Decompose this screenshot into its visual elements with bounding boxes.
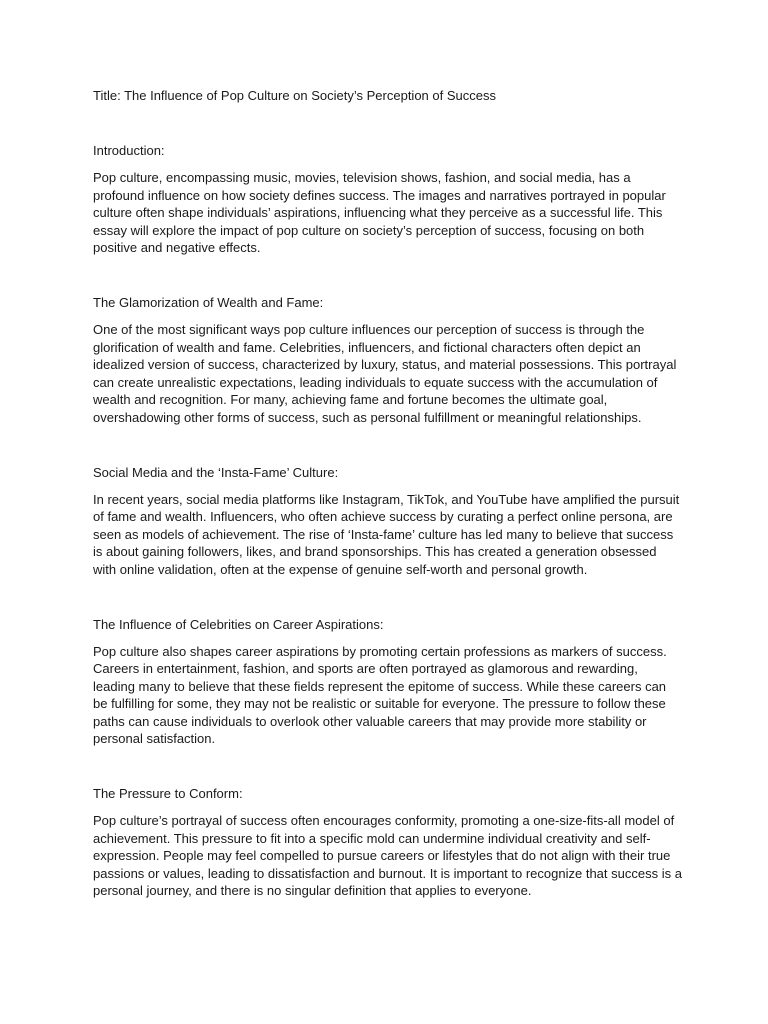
section-heading: Introduction: xyxy=(93,143,165,158)
section-paragraph: Pop culture also shapes career aspirations by promoting certain professions as markers of success. Careers in entertainment, fashion, and sports are often portrayed as glamorous and rewarding, leading many to believe that these fields represent the epitome of success. While these careers can be fulfilling for some, they may not be realistic or suitable for everyone. The pressure to follow these paths can cause individuals to overlook other valuable careers that may provide more stability or personal satisfaction. xyxy=(93,643,667,747)
document-title: Title: The Influence of Pop Culture on Society’s Perception of Success xyxy=(93,88,496,103)
section-social-media xyxy=(93,464,683,579)
document-page xyxy=(93,87,683,937)
section-glamorization xyxy=(93,294,683,427)
section-heading: The Influence of Celebrities on Career Aspirations: xyxy=(93,616,384,632)
section-introduction xyxy=(93,142,683,257)
section-paragraph: One of the most significant ways pop culture influences our perception of success is through the glorification of wealth and fame. Celebrities, influencers, and fictional characters often depict an idealized version of success, characterized by luxury, status, and material possessions. This portrayal can create unrealistic expectations, leading individuals to equate success with the accumulation of wealth and recognition. For many, achieving fame and fortune becomes the ultimate goal, overshadowing other forms of success, such as personal fulfillment or meaningful relationships. xyxy=(93,321,677,425)
section-pressure-to-conform xyxy=(93,785,683,900)
section-paragraph: In recent years, social media platforms like Instagram, TikTok, and YouTube have amplified the pursuit of fame and wealth. Influencers, who often achieve success by curating a perfect online persona, are seen as models of achievement. The rise of ‘Insta-fame’ culture has led many to believe that success is about gaining followers, likes, and brand sponsorships. This has created a generation obsessed with online validation, often at the expense of genuine self-worth and personal growth. xyxy=(93,491,680,577)
section-heading: Social Media and the ‘Insta-Fame’ Culture: xyxy=(93,464,339,480)
section-paragraph: Pop culture, encompassing music, movies, television shows, fashion, and social media, has a profound influence on how society defines success. The images and narratives portrayed in popular culture often shape individuals’ aspirations, influencing what they perceive as a successful life. This essay will explore the impact of pop culture on society’s perception of success, focusing on both positive and negative effects. xyxy=(93,170,666,256)
section-paragraph: Pop culture’s portrayal of success often encourages conformity, promoting a one-size-fits-all model of achievement. This pressure to fit into a specific mold can undermine individual creativity and self-expression. People may feel compelled to pursue careers or lifestyles that do not align with their true passions or values, leading to dissatisfaction and burnout. It is important to recognize that success is a personal journey, and there is no singular definition that applies to everyone. xyxy=(93,813,682,899)
section-heading: The Pressure to Conform: xyxy=(93,786,243,802)
section-celebrities xyxy=(93,616,683,749)
section-heading: The Glamorization of Wealth and Fame: xyxy=(93,294,324,310)
